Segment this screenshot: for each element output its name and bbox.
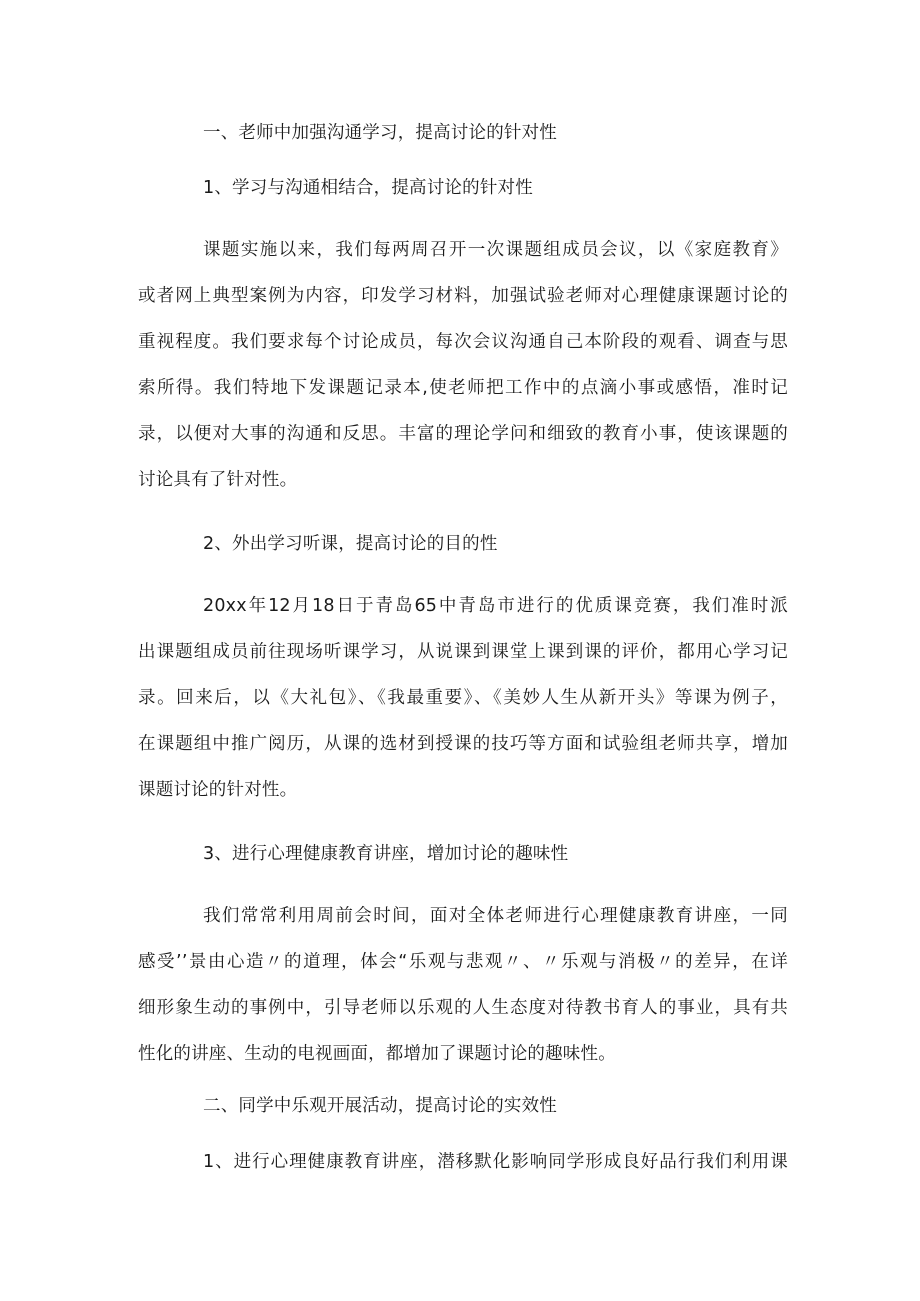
paragraph-line: 重视程度。我们要求每个讨论成员，每次会议沟通自己本阶段的观看、调查与思 [138,332,788,352]
paragraph-line: 在课题组中推广阅历，从课的选材到授课的技巧等方面和试验组老师共享，增加 [138,734,788,754]
paragraph-line: 20xx年12月18日于青岛65中青岛市进行的优质课竞赛，我们准时派 [203,596,788,616]
subheading-1-3: 3、进行心理健康教育讲座，增加讨论的趣味性 [203,844,569,864]
subheading-1-1: 1、学习与沟通相结合，提高讨论的针对性 [203,178,533,198]
paragraph-line: 感受’’景由心造〃的道理，体会“乐观与悲观〃、〃乐观与消极〃的差异，在详 [138,952,788,972]
paragraph-line: 我们常常利用周前会时间，面对全体老师进行心理健康教育讲座，一同 [203,906,788,926]
subheading-2-1: 1、进行心理健康教育讲座，潜移默化影响同学形成良好品行我们利用课 [203,1152,788,1172]
paragraph-line: 或者网上典型案例为内容，印发学习材料，加强试验老师对心理健康课题讨论的 [138,286,788,306]
paragraph-line: 性化的讲座、生动的电视画面，都增加了课题讨论的趣味性。 [138,1044,616,1064]
paragraph-line: 细形象生动的事例中，引导老师以乐观的人生态度对待教书育人的事业，具有共 [138,998,788,1018]
subheading-1-2: 2、外出学习听课，提高讨论的目的性 [203,534,498,554]
paragraph-line: 讨论具有了针对性。 [138,470,298,490]
paragraph-line: 课题实施以来，我们每两周召开一次课题组成员会议，以《家庭教育》 [203,240,788,260]
heading-section-2: 二、同学中乐观开展活动，提高讨论的实效性 [203,1096,557,1116]
paragraph-line: 录。回来后，以《大礼包》、《我最重要》、《美妙人生从新开头》等课为例子， [138,688,788,708]
paragraph-line: 出课题组成员前往现场听课学习，从说课到课堂上课到课的评价，都用心学习记 [138,642,788,662]
paragraph-line: 课题讨论的针对性。 [138,780,298,800]
heading-section-1: 一、老师中加强沟通学习，提高讨论的针对性 [203,123,557,143]
paragraph-line: 录，以便对大事的沟通和反思。丰富的理论学问和细致的教育小事，使该课题的 [138,424,788,444]
paragraph-line: 索所得。我们特地下发课题记录本,使老师把工作中的点滴小事或感悟，准时记 [138,378,788,398]
